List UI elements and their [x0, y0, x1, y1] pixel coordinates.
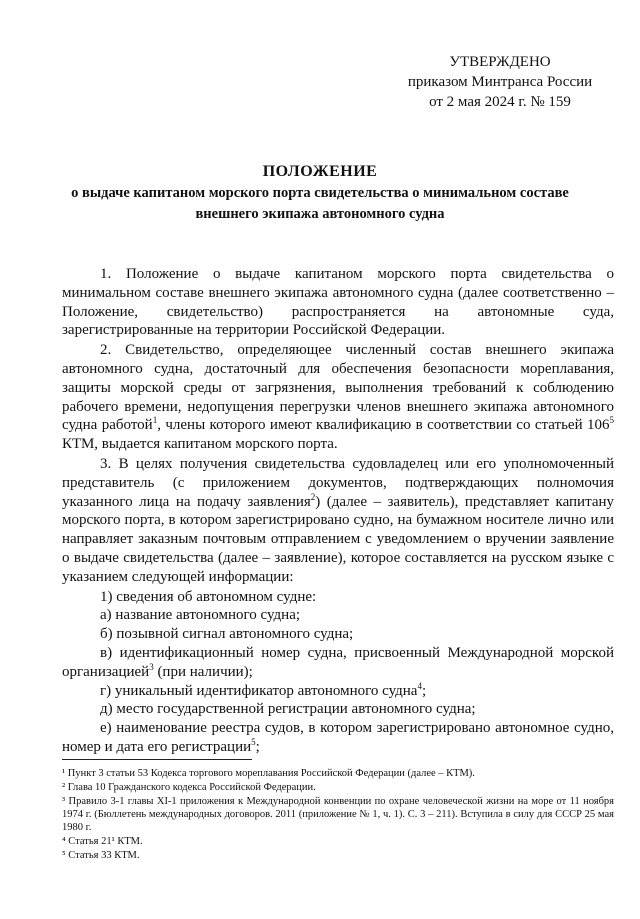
footnote-1: ¹ Пункт 3 статьи 53 Кодекса торгового мореплавания Российской Федерации (далее – КТМ).	[62, 768, 475, 779]
footnote-ref-3: 3	[149, 661, 154, 672]
paragraph-3-text-b: ) (далее – заявитель), представляет капитану морского порта, в котором зарегистрировано судно, на бумажном носителе лично или направляет заказным почтовым отправлением с уведомлением о вручении заявление о выдаче свидетельства (далее – заявление), которое составляется на русском языке с указанием следующей информации:	[62, 493, 615, 585]
paragraph-3	[62, 455, 614, 587]
footnote-ref-5: 5	[251, 736, 256, 747]
document-body	[62, 265, 614, 757]
list-item-g	[62, 682, 614, 701]
title-subtitle-line2: внешнего экипажа автономного судна	[195, 206, 445, 222]
list-item-d: д) место государственной регистрации автономного судна;	[100, 701, 476, 718]
paragraph-3-text-a: 3. В целях получения свидетельства судовладелец или его уполномоченный представитель (с приложением документов, подтверждающих полномочия указанного лица на подачу заявления	[62, 455, 614, 510]
list-item-e-text-a: е) наименование реестра судов, в котором зарегистрировано автономное судно, номер и дата его регистрации	[62, 720, 614, 755]
list-item-b: б) позывной сигнал автономного судна;	[100, 626, 354, 643]
approval-label: УТВЕРЖДЕНО	[449, 54, 551, 70]
footnote-4: ⁴ Статья 21¹ КТМ.	[62, 836, 143, 847]
footnote-ref-2: 2	[310, 491, 316, 502]
footnote-divider	[62, 759, 252, 760]
paragraph-2-text-b: , члены которого имеют квалификацию в соответствии со статьей 106	[157, 417, 610, 434]
list-item-c-text-b: (при наличии);	[153, 663, 253, 680]
approval-order: приказом Минтранса России	[407, 74, 593, 90]
list-item-c	[62, 644, 614, 682]
footnote-ref-4: 4	[417, 680, 422, 691]
list-item-g-text-a: г) уникальный идентификатор автономного судна	[100, 682, 418, 699]
article-superscript: 5	[609, 415, 614, 426]
footnotes	[62, 767, 614, 863]
footnote-5: ⁵ Статья 33 КТМ.	[62, 850, 140, 861]
paragraph-2-text-c: КТМ, выдается капитаном морского порта.	[62, 436, 338, 453]
paragraph-2	[62, 341, 614, 454]
footnote-3: ³ Правило 3-1 главы XI-1 приложения к Международной конвенции по охране человеческой жизни на море от 11 ноября 1974 г. (Бюллетень международных договоров. 2011 (приложение № 1, ч. 1). С. 3 – 211). Вступила в силу для СССР 25 мая 1980 г.	[62, 796, 614, 833]
footnote-ref-1: 1	[152, 415, 158, 426]
list-item-e	[62, 719, 614, 757]
approval-stamp	[400, 52, 600, 112]
title-subtitle-line1: о выдаче капитаном морского порта свидетельства о минимальном составе	[71, 185, 569, 201]
list-item-a: а) название автономного судна;	[100, 607, 301, 624]
list-item-g-text-b: ;	[421, 682, 427, 699]
footnote-2: ² Глава 10 Гражданского кодекса Российской Федерации.	[62, 782, 316, 793]
list-item-1: 1) сведения об автономном судне:	[100, 588, 317, 605]
title-main: ПОЛОЖЕНИЕ	[262, 163, 378, 180]
approval-date: от 2 мая 2024 г. № 159	[429, 94, 571, 110]
paragraph-1: 1. Положение о выдаче капитаном морского порта свидетельства о минимальном составе внешнего экипажа автономного судна (далее соответственно – Положение, свидетельство) распространяется на автономные суда, зарегистрированные на территории Российской Федерации.	[62, 266, 614, 339]
paragraph-2-text-a: 2. Свидетельство, определяющее численный состав внешнего экипажа автономного судна, достаточный для обеспечения безопасности мореплавания, защиты морской среды от загрязнения, выполнения требований к соблюдению рабочего времени, недопущения перегрузки членов внешнего экипажа автономного судна работой	[62, 342, 614, 434]
document-title	[40, 162, 600, 224]
list-item-e-text-b: ;	[255, 738, 260, 755]
list-item-c-text-a: в) идентификационный номер судна, присвоенный Международной морской организацией	[62, 644, 614, 680]
